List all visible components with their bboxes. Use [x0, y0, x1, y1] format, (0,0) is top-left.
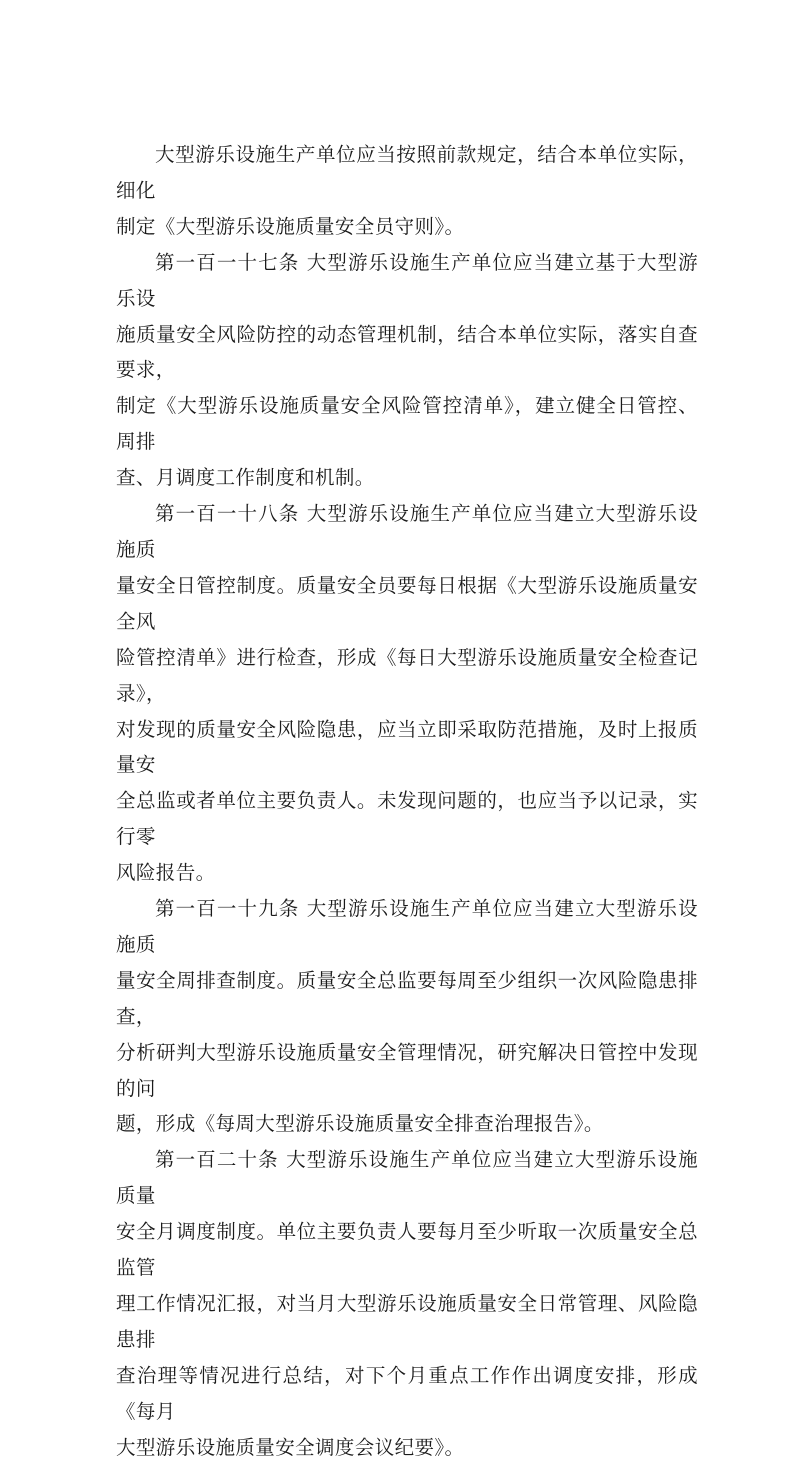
paragraph-article-120: 第一百二十条 大型游乐设施生产单位应当建立大型游乐设施质量 安全月调度制度。单位主要负责人要每月至少听取一次质量安全总监管 理工作情况汇报，对当月大型游乐设施质量安全日常管理、风险隐患排 查治理等情况进行总结，对下个月重点工作作出调度安排，形成《每月 大型游乐设施质量安全调度会议纪要》。: [116, 1148, 698, 1459]
paragraph-1: 大型游乐设施生产单位应当按照前款规定，结合本单位实际，细化 制定《大型游乐设施质量安全员守则》。: [116, 143, 698, 238]
paragraph-article-117: 第一百一十七条 大型游乐设施生产单位应当建立基于大型游乐设 施质量安全风险防控的动态管理机制，结合本单位实际，落实自查要求， 制定《大型游乐设施质量安全风险管控清单》，建立健全日管控、周排 查、月调度工作制度和机制。: [116, 250, 698, 490]
paragraph-article-118: 第一百一十八条 大型游乐设施生产单位应当建立大型游乐设施质 量安全日管控制度。质量安全员要每日根据《大型游乐设施质量安全风 险管控清单》进行检查，形成《每日大型游乐设施质量安全检查记录》， 对发现的质量安全风险隐患，应当立即采取防范措施，及时上报质量安 全总监或者单位主要负责人。未发现问题的，也应当予以记录，实行零 风险报告。: [116, 502, 698, 885]
paragraph-article-119: 第一百一十九条 大型游乐设施生产单位应当建立大型游乐设施质 量安全周排查制度。质量安全总监要每周至少组织一次风险隐患排查， 分析研判大型游乐设施质量安全管理情况，研究解决日管控中发现的问 题，形成《每周大型游乐设施质量安全排查治理报告》。: [116, 897, 698, 1136]
document-body: [116, 137, 698, 1466]
